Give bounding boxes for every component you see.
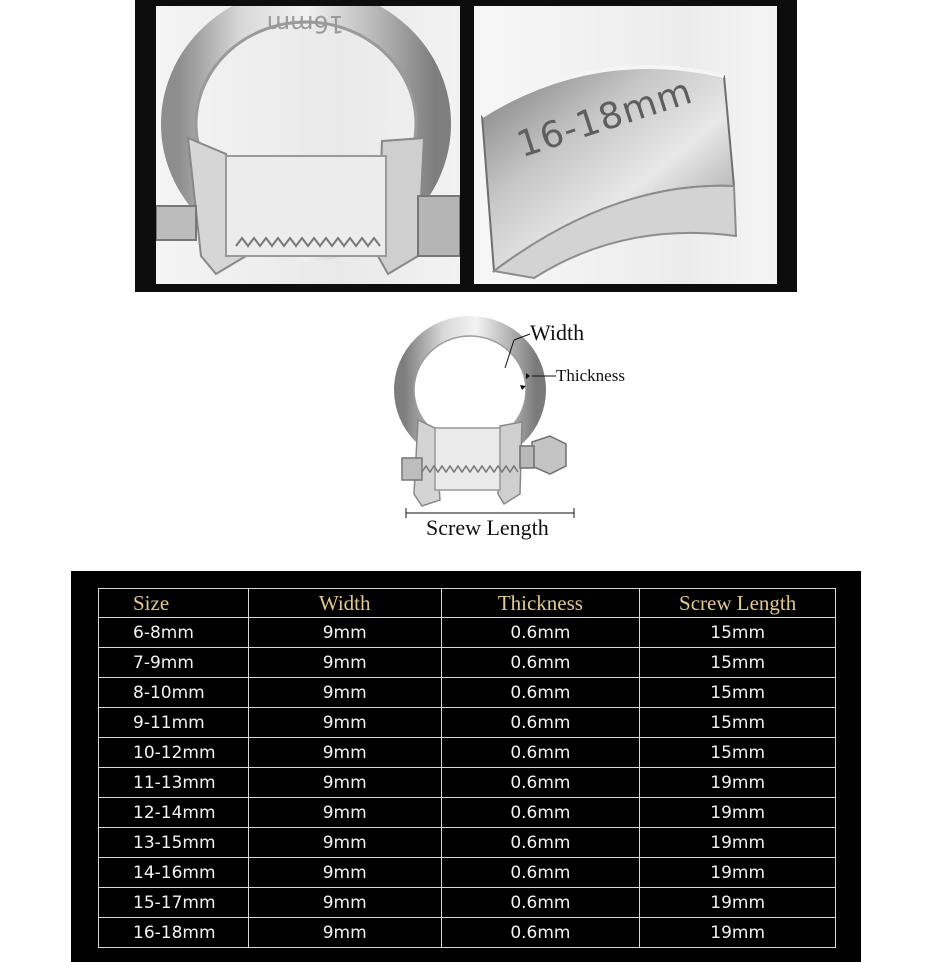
cell-thickness: 0.6mm xyxy=(441,828,640,858)
cell-width: 9mm xyxy=(248,648,441,678)
size-spec-table xyxy=(98,588,836,948)
table-row xyxy=(99,888,836,918)
clamp-closeup-photo-left xyxy=(156,6,460,284)
table-row xyxy=(99,738,836,768)
screw-length-label: Screw Length xyxy=(426,515,549,540)
cell-screw-length: 15mm xyxy=(640,738,836,768)
cell-screw-length: 19mm xyxy=(640,888,836,918)
cell-width: 9mm xyxy=(248,888,441,918)
cell-size: 11-13mm xyxy=(99,768,249,798)
cell-size: 15-17mm xyxy=(99,888,249,918)
cell-thickness: 0.6mm xyxy=(441,708,640,738)
cell-size: 12-14mm xyxy=(99,798,249,828)
header-width: Width xyxy=(248,589,441,618)
header-size: Size xyxy=(99,589,249,618)
table-row xyxy=(99,798,836,828)
cell-width: 9mm xyxy=(248,768,441,798)
table-row xyxy=(99,648,836,678)
cell-thickness: 0.6mm xyxy=(441,678,640,708)
cell-size: 13-15mm xyxy=(99,828,249,858)
cell-width: 9mm xyxy=(248,708,441,738)
cell-screw-length: 19mm xyxy=(640,768,836,798)
cell-thickness: 0.6mm xyxy=(441,918,640,948)
width-label: Width xyxy=(530,320,585,345)
cell-width: 9mm xyxy=(248,828,441,858)
header-screw-length: Screw Length xyxy=(640,589,836,618)
size-stamp: 16-18mm xyxy=(512,70,698,167)
cell-screw-length: 19mm xyxy=(640,798,836,828)
cell-size: 8-10mm xyxy=(99,678,249,708)
table-header-row xyxy=(99,589,836,618)
table-row xyxy=(99,618,836,648)
cell-thickness: 0.6mm xyxy=(441,618,640,648)
cell-width: 9mm xyxy=(248,798,441,828)
cell-thickness: 0.6mm xyxy=(441,888,640,918)
size-spec-panel xyxy=(71,571,861,962)
table-row xyxy=(99,918,836,948)
svg-text:16mm: 16mm xyxy=(266,10,344,38)
clamp-diagram-illustration xyxy=(380,310,650,550)
cell-screw-length: 15mm xyxy=(640,708,836,738)
cell-screw-length: 19mm xyxy=(640,828,836,858)
cell-size: 9-11mm xyxy=(99,708,249,738)
cell-size: 16-18mm xyxy=(99,918,249,948)
cell-width: 9mm xyxy=(248,918,441,948)
cell-thickness: 0.6mm xyxy=(441,768,640,798)
cell-screw-length: 19mm xyxy=(640,918,836,948)
cell-size: 14-16mm xyxy=(99,858,249,888)
cell-size: 6-8mm xyxy=(99,618,249,648)
clamp-front-illustration xyxy=(156,6,460,284)
cell-width: 9mm xyxy=(248,858,441,888)
product-photo-strip xyxy=(135,0,797,292)
header-thickness: Thickness xyxy=(441,589,640,618)
table-row xyxy=(99,708,836,738)
cell-size: 10-12mm xyxy=(99,738,249,768)
table-row xyxy=(99,678,836,708)
cell-width: 9mm xyxy=(248,618,441,648)
cell-thickness: 0.6mm xyxy=(441,798,640,828)
cell-screw-length: 19mm xyxy=(640,858,836,888)
cell-size: 7-9mm xyxy=(99,648,249,678)
clamp-closeup-photo-right xyxy=(474,6,777,284)
cell-thickness: 0.6mm xyxy=(441,858,640,888)
table-row xyxy=(99,768,836,798)
cell-thickness: 0.6mm xyxy=(441,738,640,768)
cell-screw-length: 15mm xyxy=(640,678,836,708)
cell-thickness: 0.6mm xyxy=(441,648,640,678)
table-row xyxy=(99,858,836,888)
cell-screw-length: 15mm xyxy=(640,648,836,678)
table-row xyxy=(99,828,836,858)
cell-screw-length: 15mm xyxy=(640,618,836,648)
cell-width: 9mm xyxy=(248,738,441,768)
clamp-dimension-diagram xyxy=(380,310,650,550)
thickness-label: Thickness xyxy=(556,366,625,385)
cell-width: 9mm xyxy=(248,678,441,708)
